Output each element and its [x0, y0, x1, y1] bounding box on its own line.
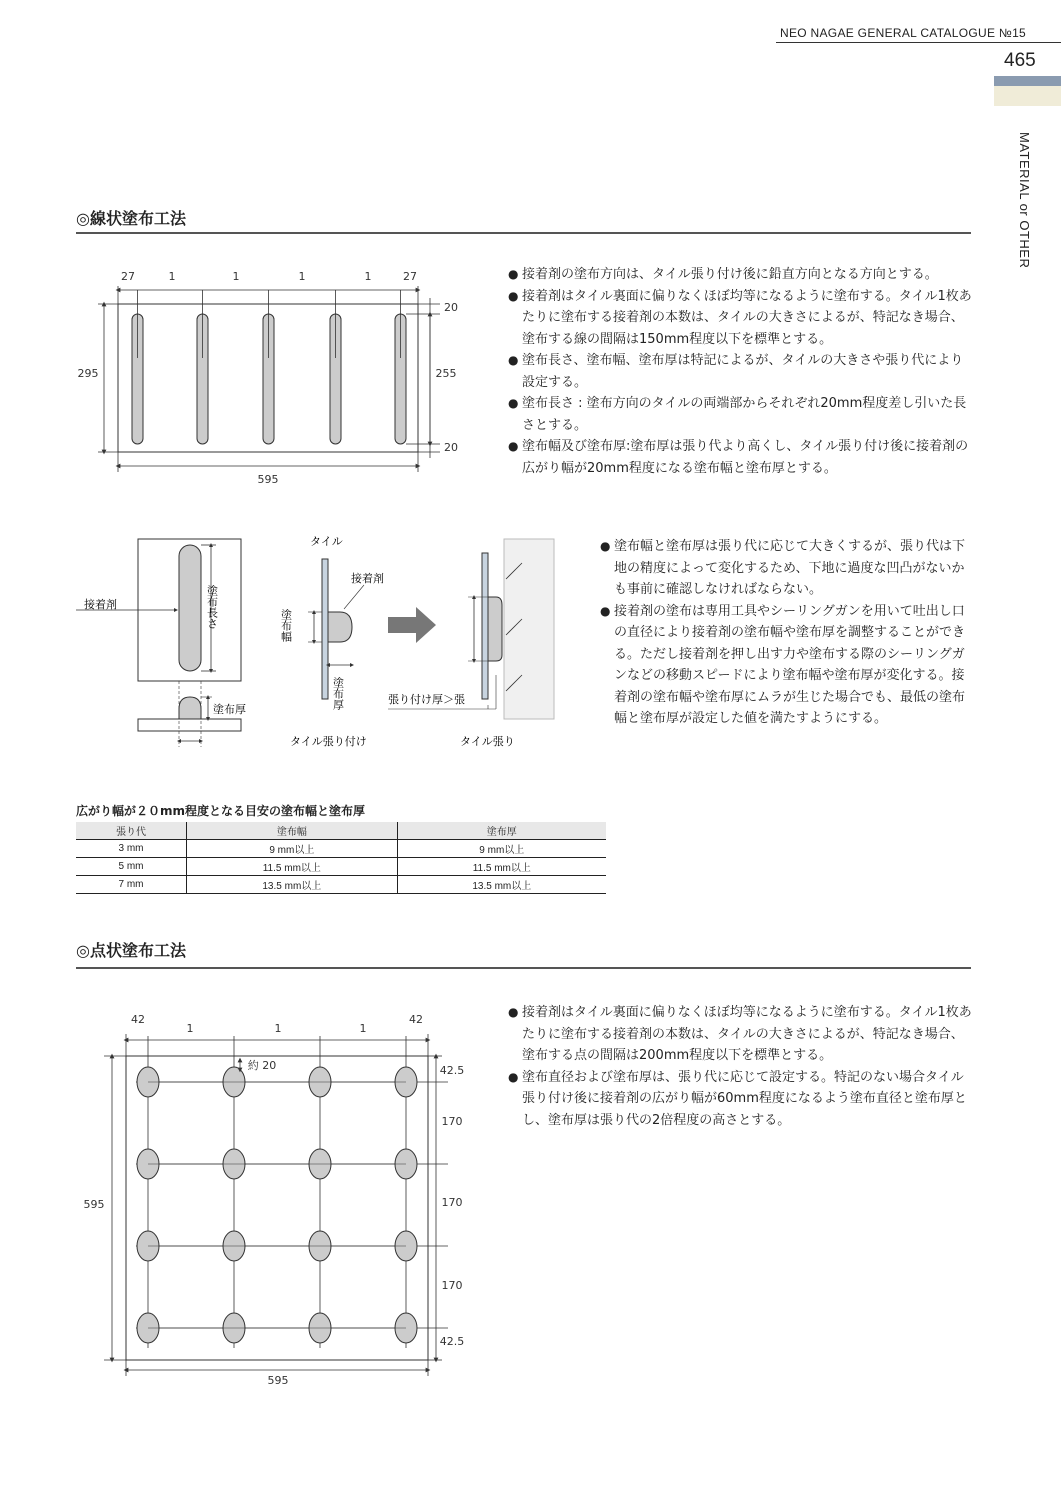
dim-top-4: 1 — [364, 270, 372, 283]
dim-top-1: 1 — [168, 270, 176, 283]
note-item: ● 塗布長さ、塗布幅、塗布厚は特記によるが、タイルの大きさや張り代により設定する。 — [508, 350, 972, 393]
dim-right-2: 20 — [444, 441, 458, 454]
application-diagram — [70, 525, 570, 755]
dot-dim-top-1: 1 — [186, 1022, 194, 1035]
table-cell: 9 mm以上 — [397, 840, 606, 858]
dot-dim-right-0: 42.5 — [439, 1064, 465, 1077]
dot-coating-diagram — [78, 1008, 478, 1388]
table-cell: 13.5 mm以上 — [187, 876, 398, 894]
application-notes — [600, 536, 972, 730]
section2-rule — [76, 967, 971, 969]
dot-dim-top-0: 42 — [131, 1013, 145, 1026]
dot-dim-top-2: 1 — [274, 1022, 282, 1035]
table-cell: 9 mm以上 — [187, 840, 398, 858]
section2-notes — [508, 1002, 972, 1131]
note-item: ● 塗布幅と塗布厚は張り代に応じて大きくするが、張り代は下地の精度によって変化するため、下地に過度な凹凸がないかも事前に確認しなければならない。 — [600, 536, 972, 601]
dim-left: 295 — [77, 367, 99, 380]
section2-title: ◎点状塗布工法 — [76, 941, 186, 960]
label-thickness-short: 塗布厚 — [331, 677, 345, 710]
note-item: ● 塗布幅及び塗布厚:塗布厚は張り代より高くし、タイル張り付け後に接着剤の広がり幅が20mm程度になる塗布幅と塗布厚とする。 — [508, 436, 972, 479]
dim-top-3: 1 — [298, 270, 306, 283]
coating-spec-table — [76, 822, 606, 894]
label-adhesive: 接着剤 — [351, 572, 384, 585]
page-number: 465 — [1004, 50, 1036, 71]
dot-dim-right-3: 170 — [441, 1279, 463, 1292]
label-tile: タイル — [310, 535, 343, 548]
table-row — [76, 840, 606, 858]
table-row — [76, 858, 606, 876]
section1-notes — [508, 264, 972, 479]
table-caption: 広がり幅が２０mm程度となる目安の塗布幅と塗布厚 — [76, 804, 366, 818]
note-item: ● 接着剤はタイル裏面に偏りなくほぼ均等になるように塗布する。タイル1枚あたりに塗布する接着剤の本数は、タイルの大きさによるが、特記なき場合、塗布する点の間隔は200mm程度以下を標準とする。 — [508, 1002, 972, 1067]
note-item: ● 塗布長さ : 塗布方向のタイルの両端部からそれぞれ20mm程度差し引いた長さとする。 — [508, 393, 972, 436]
table-header: 塗布厚 — [397, 822, 606, 840]
dim-bottom: 595 — [257, 473, 279, 486]
section-tab — [994, 76, 1061, 106]
dot-dim-right-4: 42.5 — [439, 1335, 465, 1348]
table-cell: 11.5 mm以上 — [397, 858, 606, 876]
dim-right-1: 255 — [435, 367, 457, 380]
table-header: 塗布幅 — [187, 822, 398, 840]
note-item: ● 接着剤の塗布は専用工具やシーリングガンを用いて吐出し口の直径により接着剤の塗布幅や塗布厚を調整することができる。ただし接着剤を押し出す力や塗布する際のシーリングガンなどの移動スピードにより塗布幅や塗布厚が変化する。接着剤の塗布幅や塗布厚にムラが生じた場合でも、最低の塗布幅と塗布厚が設定した値を満たすようにする。 — [600, 601, 972, 730]
label-coat-thickness: 塗布厚 — [213, 703, 246, 716]
caption-done: タイル張り — [460, 735, 515, 748]
dot-dim-left: 595 — [83, 1198, 105, 1211]
section1-rule — [76, 232, 971, 234]
dim-top-5: 27 — [403, 270, 417, 283]
dim-right-0: 20 — [444, 301, 458, 314]
label-relation: 張り付け厚＞張 — [388, 693, 465, 706]
label-adhesive-left: 接着剤 — [84, 598, 117, 611]
catalogue-title: NEO NAGAE GENERAL CATALOGUE №15 — [780, 26, 1027, 40]
table-cell: 11.5 mm以上 — [187, 858, 398, 876]
table-header: 張り代 — [76, 822, 187, 840]
dot-approx-label: 約 20 — [247, 1059, 277, 1072]
note-item: ● 塗布直径および塗布厚は、張り代に応じて設定する。特記のない場合タイル張り付け後に接着剤の広がり幅が60mm程度になるよう塗布直径と塗布厚とし、塗布厚は張り代の2倍程度の高さとする。 — [508, 1067, 972, 1132]
note-item: ● 接着剤の塗布方向は、タイル張り付け後に鉛直方向となる方向とする。 — [508, 264, 972, 286]
section1-title: ◎線状塗布工法 — [76, 209, 186, 228]
caption-attach: タイル張り付け — [290, 735, 367, 748]
table-cell: 7 mm — [76, 876, 187, 894]
dim-top-0: 27 — [121, 270, 135, 283]
dot-dim-top-4: 42 — [409, 1013, 423, 1026]
table-cell: 3 mm — [76, 840, 187, 858]
dot-dim-bottom: 595 — [267, 1374, 289, 1387]
table-cell: 5 mm — [76, 858, 187, 876]
linear-coating-diagram — [70, 258, 470, 493]
dot-dim-right-2: 170 — [441, 1196, 463, 1209]
table-header-row — [76, 822, 606, 840]
label-coat-width: 塗布幅 — [279, 609, 293, 642]
table-row — [76, 876, 606, 894]
dot-dim-top-3: 1 — [359, 1022, 367, 1035]
side-label: MATERIAL or OTHER — [1017, 132, 1032, 269]
table-cell: 13.5 mm以上 — [397, 876, 606, 894]
dim-top-2: 1 — [232, 270, 240, 283]
header-rule — [776, 42, 1061, 43]
dot-dim-right-1: 170 — [441, 1115, 463, 1128]
label-coat-length: 塗布長さ — [205, 585, 219, 629]
note-item: ● 接着剤はタイル裏面に偏りなくほぼ均等になるように塗布する。タイル1枚あたりに塗布する接着剤の本数は、タイルの大きさによるが、特記なき場合、塗布する線の間隔は150mm程度以下を標準とする。 — [508, 286, 972, 351]
